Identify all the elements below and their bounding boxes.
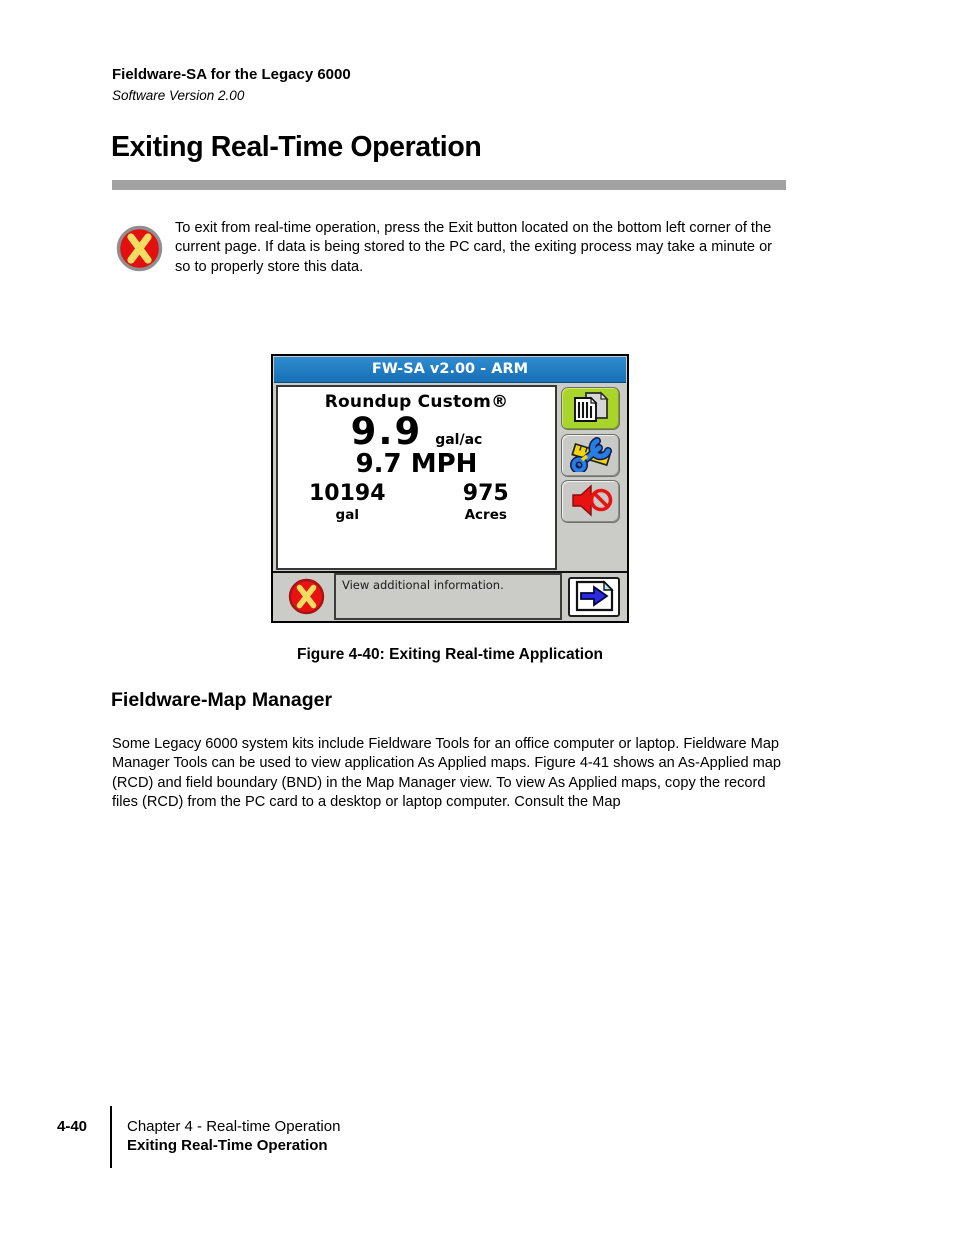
footer-page-number: 4-40 xyxy=(57,1118,88,1135)
footer-divider xyxy=(110,1106,112,1168)
reports-icon xyxy=(569,390,613,428)
area-unit: Acres xyxy=(464,507,507,523)
speed-value: 9.7 MPH xyxy=(355,449,478,479)
next-page-arrow-icon xyxy=(573,580,615,615)
reports-button[interactable] xyxy=(561,387,620,430)
volume-unit: gal xyxy=(335,507,359,523)
exit-x-icon xyxy=(288,603,325,618)
volume-value: 10194 xyxy=(308,481,386,506)
device-titlebar: FW-SA v2.00 - ARM xyxy=(274,357,626,383)
area-value: 975 xyxy=(462,481,509,506)
page-title: Exiting Real-Time Operation xyxy=(111,131,482,163)
tools-icon xyxy=(568,436,614,475)
section-body: Some Legacy 6000 system kits include Fieldware Tools for an office computer or laptop. Fieldware Map Manager Tools can be used to view application As Applied maps. Figure 4-41 shows an As-Applied map (RCD) and field boundary (BND) in the Map Manager view. To view As Applied maps, copy the record files (RCD) from the PC card to a desktop or laptop computer. Consult the Map xyxy=(112,736,782,811)
doc-header-title: Fieldware-SA for the Legacy 6000 xyxy=(112,66,351,83)
status-message-box: View additional information. xyxy=(334,573,562,620)
tools-button[interactable] xyxy=(561,434,620,477)
footer-section: Exiting Real-Time Operation xyxy=(127,1137,328,1154)
mute-button[interactable] xyxy=(561,480,620,523)
section-heading: Fieldware-Map Manager xyxy=(111,689,333,711)
rate-unit: gal/ac xyxy=(435,432,483,448)
device-screenshot xyxy=(271,354,629,623)
mute-speaker-icon xyxy=(569,483,613,521)
title-rule xyxy=(112,180,786,190)
next-page-button[interactable] xyxy=(568,577,620,617)
exit-button[interactable] xyxy=(288,578,325,615)
figure-caption: Figure 4-40: Exiting Real-time Application xyxy=(296,646,604,663)
doc-header-subtitle: Software Version 2.00 xyxy=(112,88,245,103)
note-text: To exit from real-time operation, press the Exit button located on the bottom left corner of the current page. If data is being stored to the PC card, the exiting process may take a minute or so to properly store this data. xyxy=(175,220,773,275)
exit-x-icon xyxy=(116,225,163,272)
device-main-panel xyxy=(276,385,557,570)
rate-value: 9.9 xyxy=(350,410,423,453)
footer-chapter: Chapter 4 - Real-time Operation xyxy=(127,1118,341,1135)
product-name: Roundup Custom® xyxy=(324,392,509,412)
